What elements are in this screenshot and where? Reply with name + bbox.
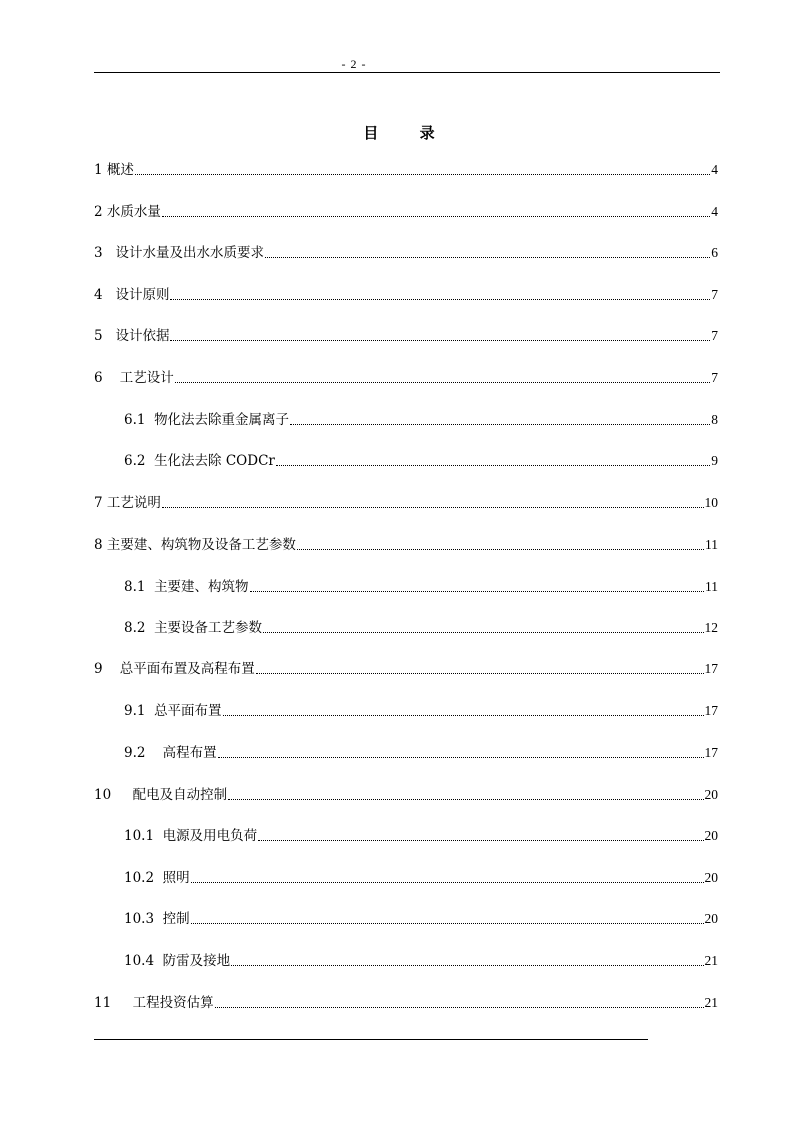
toc-entry-page: 11 xyxy=(705,537,718,552)
toc-entry-9-2[interactable] xyxy=(124,743,718,763)
toc-entry-text: 工程投资估算 xyxy=(132,995,214,1011)
toc-entry-1[interactable] xyxy=(94,160,718,180)
toc-leader-dots xyxy=(276,465,710,466)
toc-leader-dots xyxy=(256,673,704,674)
toc-entry-text: 照明 xyxy=(162,870,190,886)
toc-entry-page: 17 xyxy=(704,661,718,676)
toc-entry-8[interactable] xyxy=(94,535,718,555)
toc-entry-10-3[interactable] xyxy=(124,909,718,929)
toc-entry-7[interactable] xyxy=(94,493,718,513)
toc-entry-number: 8.2 xyxy=(124,620,155,636)
toc-entry-text: 总平面布置 xyxy=(154,703,222,719)
toc-leader-dots xyxy=(297,549,704,550)
toc-entry-9[interactable] xyxy=(94,659,718,679)
toc-entry-3[interactable] xyxy=(94,243,718,263)
toc-leader-dots xyxy=(231,965,703,966)
toc-entry-number: 10.2 xyxy=(124,870,163,886)
toc-entry-text: 总平面布置及高程布置 xyxy=(119,661,255,677)
toc-entry-page: 4 xyxy=(711,204,718,219)
toc-entry-page: 7 xyxy=(711,328,718,343)
toc-entry-number: 6 xyxy=(94,370,120,386)
toc-entry-number: 3 xyxy=(94,245,116,261)
toc-entry-text: 生化法去除 CODCr xyxy=(154,453,275,469)
toc-entry-text: 设计依据 xyxy=(115,328,170,344)
toc-leader-dots xyxy=(170,340,710,341)
toc-entry-page: 17 xyxy=(704,745,718,760)
toc-entry-page: 20 xyxy=(704,828,718,843)
toc-entry-text: 主要建、构筑物及设备工艺参数 xyxy=(106,537,296,553)
toc-entry-page: 12 xyxy=(704,620,718,635)
toc-entry-8-1[interactable] xyxy=(124,577,718,597)
toc-entry-6-1[interactable] xyxy=(124,410,718,430)
toc-entry-text: 概述 xyxy=(106,162,134,178)
toc-entry-page: 11 xyxy=(705,579,718,594)
toc-entry-page: 21 xyxy=(704,953,718,968)
toc-entry-text: 高程布置 xyxy=(162,745,217,761)
toc-entry-number: 11 xyxy=(94,995,133,1011)
toc-leader-dots xyxy=(223,715,704,716)
toc-entry-9-1[interactable] xyxy=(124,701,718,721)
toc-entry-number: 10.4 xyxy=(124,953,163,969)
toc-entry-text: 水质水量 xyxy=(106,204,161,220)
toc-entry-text: 防雷及接地 xyxy=(162,953,231,969)
toc-leader-dots xyxy=(215,1007,704,1008)
toc-leader-dots xyxy=(162,216,710,217)
footer-rule xyxy=(94,1039,648,1040)
toc-entry-page: 10 xyxy=(704,495,718,510)
toc-entry-text: 物化法去除重金属离子 xyxy=(154,412,290,428)
toc-entry-number: 10 xyxy=(94,787,133,803)
toc-leader-dots xyxy=(135,174,710,175)
toc-entry-page: 7 xyxy=(711,287,718,302)
toc-entry-number: 5 xyxy=(94,328,116,344)
toc-entry-page: 7 xyxy=(711,370,718,385)
toc-entry-page: 9 xyxy=(711,453,718,468)
toc-entry-number: 9.2 xyxy=(124,745,163,761)
page-number: - 2 - xyxy=(341,57,367,71)
toc-entry-page: 6 xyxy=(711,245,718,260)
toc-leader-dots xyxy=(250,591,704,592)
toc-entry-number: 8 xyxy=(94,537,107,553)
toc-leader-dots xyxy=(218,757,704,758)
toc-entry-page: 17 xyxy=(704,703,718,718)
toc-entry-text: 主要建、构筑物 xyxy=(154,579,249,595)
toc-leader-dots xyxy=(191,882,704,883)
toc-leader-dots xyxy=(258,840,703,841)
toc-leader-dots xyxy=(228,799,703,800)
toc-entry-number: 1 xyxy=(94,162,107,178)
toc-entry-text: 配电及自动控制 xyxy=(132,787,228,803)
toc-entry-2[interactable] xyxy=(94,202,718,222)
toc-entry-text: 电源及用电负荷 xyxy=(162,828,258,844)
toc-leader-dots xyxy=(191,923,704,924)
toc-leader-dots xyxy=(175,382,710,383)
toc-entry-10[interactable] xyxy=(94,785,718,805)
toc-entry-page: 8 xyxy=(711,412,718,427)
toc-entry-number: 6.2 xyxy=(124,453,155,469)
toc-entry-number: 7 xyxy=(94,495,107,511)
toc-entry-10-2[interactable] xyxy=(124,868,718,888)
toc-leader-dots xyxy=(162,507,704,508)
toc-entry-page: 20 xyxy=(704,870,718,885)
toc-entry-text: 设计原则 xyxy=(115,287,170,303)
toc-entry-number: 10.1 xyxy=(124,828,163,844)
toc-entry-number: 9.1 xyxy=(124,703,155,719)
toc-entry-number: 4 xyxy=(94,287,116,303)
toc-entry-number: 2 xyxy=(94,204,107,220)
toc-leader-dots xyxy=(170,299,710,300)
toc-entry-6-2[interactable] xyxy=(124,451,718,471)
toc-entry-6[interactable] xyxy=(94,368,718,388)
toc-entry-8-2[interactable] xyxy=(124,618,718,638)
toc-leader-dots xyxy=(263,632,703,633)
toc-entry-page: 20 xyxy=(704,911,718,926)
toc-entry-5[interactable] xyxy=(94,326,718,346)
toc-leader-dots xyxy=(265,257,710,258)
toc-entry-number: 10.3 xyxy=(124,911,163,927)
toc-entry-number: 8.1 xyxy=(124,579,155,595)
toc-entry-text: 主要设备工艺参数 xyxy=(154,620,263,636)
toc-entry-10-1[interactable] xyxy=(124,826,718,846)
toc-leader-dots xyxy=(290,424,710,425)
toc-entry-11[interactable] xyxy=(94,993,718,1013)
toc-entry-number: 6.1 xyxy=(124,412,155,428)
toc-entry-4[interactable] xyxy=(94,285,718,305)
toc-entry-number: 9 xyxy=(94,661,120,677)
toc-entry-text: 工艺说明 xyxy=(106,495,161,511)
toc-entry-text: 工艺设计 xyxy=(119,370,174,386)
toc-entry-10-4[interactable] xyxy=(124,951,718,971)
toc-entry-text: 设计水量及出水水质要求 xyxy=(115,245,264,261)
toc-entry-page: 21 xyxy=(704,995,718,1010)
toc-entry-page: 20 xyxy=(704,787,718,802)
toc-entry-page: 4 xyxy=(711,162,718,177)
toc-title: 目 录 xyxy=(363,124,453,142)
toc-entry-text: 控制 xyxy=(162,911,190,927)
